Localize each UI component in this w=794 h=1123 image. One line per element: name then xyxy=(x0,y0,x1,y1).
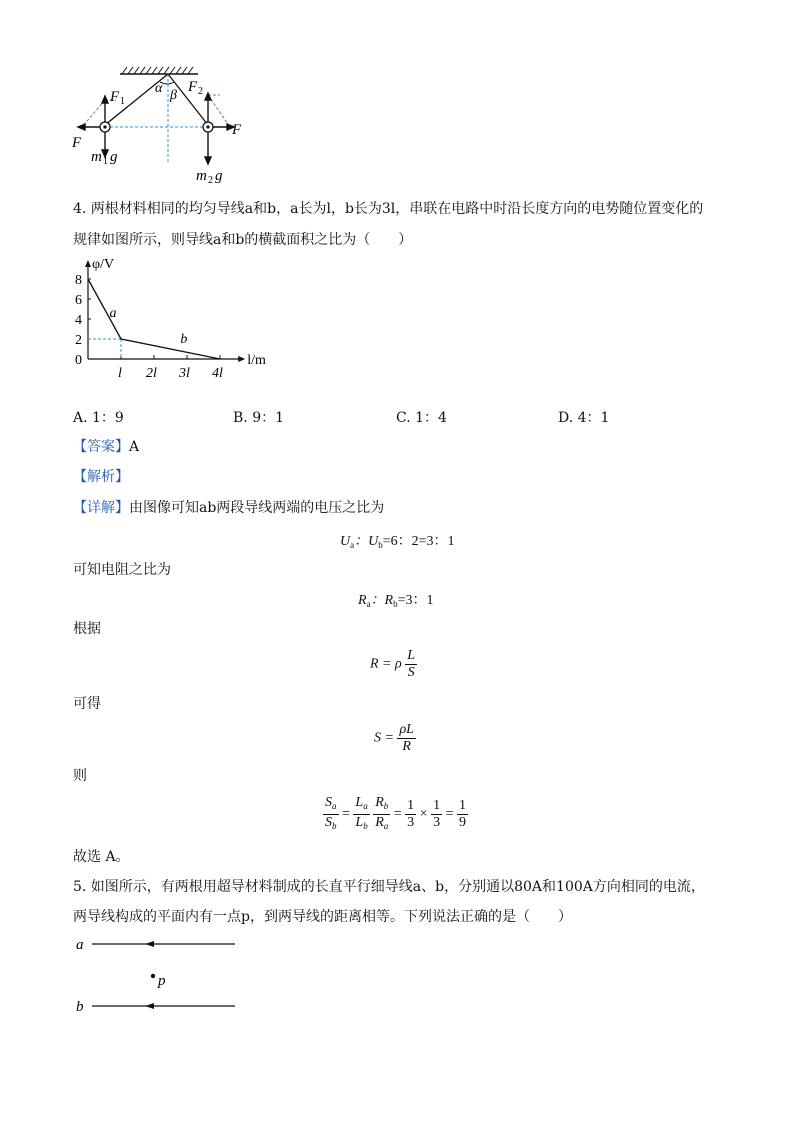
q5-stem-line2: 两导线构成的平面内有一点p，到两导线的距离相等。下列说法正确的是（ ） xyxy=(73,909,572,925)
equation-resistance-ratio: $R_a$：$R_b=3$：1 xyxy=(358,593,434,609)
answer-line xyxy=(73,437,139,457)
x-tick-label: 2l xyxy=(146,366,157,381)
f2-label: F xyxy=(188,79,198,95)
text-according: 根据 xyxy=(73,621,101,637)
segment-label-a: a xyxy=(109,306,117,321)
x-axis-label: l/m xyxy=(247,353,266,368)
text-get: 可得 xyxy=(73,696,101,712)
y-axis-arrow xyxy=(85,260,91,267)
text-resistance-ratio: 可知电阻之比为 xyxy=(73,562,171,578)
f-left-label: F xyxy=(72,135,82,151)
option-c[interactable]: C. 1：4 xyxy=(396,410,447,426)
analysis-tag: 【解析】 xyxy=(73,469,129,485)
f-right-label: F xyxy=(232,122,242,138)
y-tick-label: 6 xyxy=(75,293,82,308)
equation-resistance-law: R = ρ $\frac{L}{S}$ xyxy=(370,648,416,680)
point-p xyxy=(151,974,155,978)
x-tick-label: 4l xyxy=(212,366,223,381)
m2g-g: g xyxy=(215,168,223,184)
q4-stem-line1: 4. 两根材料相同的均匀导线a和b，a长为l，b长为3l，串联在电路中时沿长度方向的电势随位置变化的 xyxy=(73,201,704,217)
f1-sub: 1 xyxy=(120,96,125,107)
series-line xyxy=(88,279,220,359)
detail-line xyxy=(73,498,384,518)
conclusion: 故选 A。 xyxy=(73,849,130,865)
y-tick-label: 8 xyxy=(75,273,82,288)
wire-b-arrow xyxy=(145,1003,154,1009)
equation-area-ratio: $\frac{S_a}{S_b}$ = $\frac{L_a}{L_b}$ $\frac{R_b}{R_a}$ = $\frac{1}{3}$ × $\frac{1}{3}$ = $\frac{1}{9}$ xyxy=(325,795,466,831)
wires-diagram xyxy=(70,932,250,1017)
beta-label: β xyxy=(170,88,177,103)
y-tick-label: 4 xyxy=(75,313,82,328)
detail-text: 由图像可知ab两段导线两端的电压之比为 xyxy=(129,500,385,516)
wire-a-label: a xyxy=(76,937,84,953)
answer-tag: 【答案】 xyxy=(73,439,129,455)
force-diagram xyxy=(60,55,260,190)
option-b[interactable]: B. 9：1 xyxy=(233,410,285,426)
text-then: 则 xyxy=(73,768,87,784)
x-tick-label: 3l xyxy=(179,366,190,381)
y-tick-label: 0 xyxy=(75,353,82,368)
x-tick-label: l xyxy=(118,366,122,381)
m1g-label: m xyxy=(91,149,102,165)
option-a[interactable]: A. 1：9 xyxy=(73,410,124,426)
option-d[interactable]: D. 4：1 xyxy=(558,410,610,426)
potential-chart xyxy=(65,255,295,385)
f1-label: F xyxy=(110,89,120,105)
wire-a-arrow xyxy=(145,941,154,947)
m1g-sub: 1 xyxy=(103,156,108,167)
x-axis-arrow xyxy=(238,356,245,362)
point-p-label: p xyxy=(158,973,166,989)
m2g-sub: 2 xyxy=(208,175,213,186)
detail-tag: 【详解】 xyxy=(73,500,129,516)
answer-value: A xyxy=(129,439,140,455)
equation-voltage-ratio: $U_a$：$U_b=6$：2=3：1 xyxy=(340,534,455,550)
segment-label-b: b xyxy=(180,332,188,347)
equation-area: S = $\frac{\rho L}{R}$ xyxy=(374,722,414,754)
y-tick-label: 2 xyxy=(75,333,82,348)
m2g-label: m xyxy=(196,168,207,184)
wire-b-label: b xyxy=(76,999,84,1015)
q4-stem-line2: 规律如图所示，则导线a和b的横截面积之比为（ ） xyxy=(73,232,413,248)
q5-stem-line1: 5. 如图所示，有两根用超导材料制成的长直平行细导线a、b，分别通以80A和100A方向相同的电流， xyxy=(73,879,705,895)
alpha-label: α xyxy=(155,81,163,96)
f2-sub: 2 xyxy=(198,86,203,97)
m1g-g: g xyxy=(110,149,118,165)
y-axis-label: φ/V xyxy=(92,257,115,272)
